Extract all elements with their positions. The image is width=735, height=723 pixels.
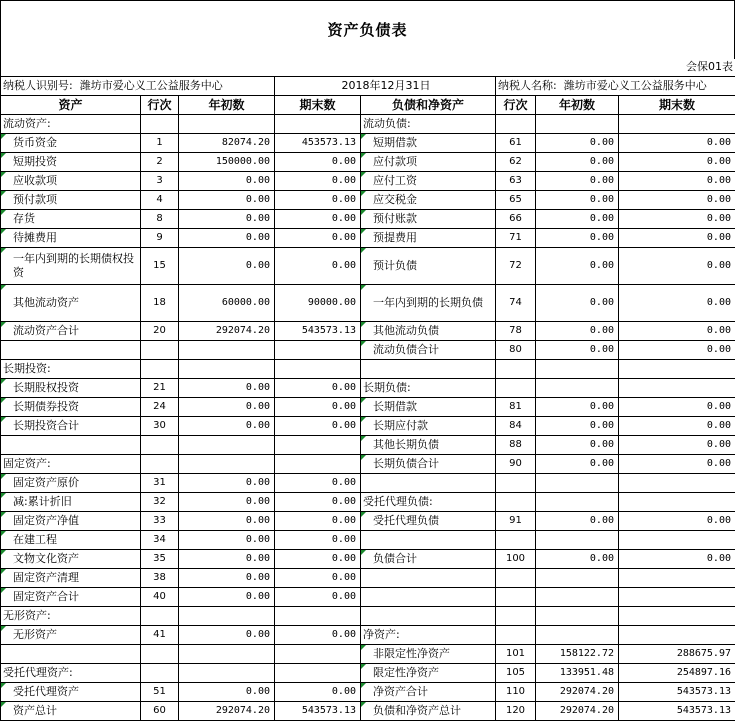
liab-name: 预提费用 [361, 229, 496, 248]
asset-name: 应收款项 [1, 172, 141, 191]
liab-begin [536, 588, 619, 607]
table-row [1, 360, 735, 379]
liab-name: 负债合计 [361, 550, 496, 569]
liab-line [496, 531, 536, 550]
liab-end: 0.00 [619, 191, 735, 210]
liab-end [619, 379, 735, 398]
asset-name: 固定资产净值 [1, 512, 141, 531]
liab-end: 0.00 [619, 285, 735, 322]
liab-end [619, 588, 735, 607]
asset-begin: 0.00 [179, 588, 275, 607]
liab-line: 74 [496, 285, 536, 322]
header-asset-line: 行次 [141, 96, 179, 115]
asset-line [141, 607, 179, 626]
liab-begin: 0.00 [536, 398, 619, 417]
asset-line: 33 [141, 512, 179, 531]
liab-name: 流动负债合计 [361, 341, 496, 360]
asset-name: 待摊费用 [1, 229, 141, 248]
asset-begin: 0.00 [179, 191, 275, 210]
taxpayer-id-value: 潍坊市爱心义工公益服务中心 [79, 79, 223, 92]
asset-begin [179, 455, 275, 474]
asset-end: 0.00 [275, 191, 361, 210]
table-row [1, 474, 735, 493]
asset-name [1, 436, 141, 455]
asset-begin [179, 664, 275, 683]
asset-begin [179, 115, 275, 134]
liab-end: 0.00 [619, 153, 735, 172]
asset-end: 0.00 [275, 172, 361, 191]
table-row [1, 134, 735, 153]
asset-name: 流动资产: [1, 115, 141, 134]
liab-end [619, 474, 735, 493]
liab-name [361, 569, 496, 588]
liab-begin: 0.00 [536, 134, 619, 153]
header-asset-end: 期末数 [275, 96, 361, 115]
table-row [1, 417, 735, 436]
asset-name: 短期投资 [1, 153, 141, 172]
asset-end [275, 115, 361, 134]
liab-line: 81 [496, 398, 536, 417]
asset-name: 资产总计 [1, 702, 141, 721]
asset-name: 一年内到期的长期债权投资 [1, 248, 141, 285]
liab-end: 543573.13 [619, 683, 735, 702]
asset-end: 0.00 [275, 683, 361, 702]
asset-name: 固定资产: [1, 455, 141, 474]
asset-line: 30 [141, 417, 179, 436]
table-row [1, 512, 735, 531]
table-row [1, 285, 735, 322]
asset-end [275, 664, 361, 683]
asset-name: 长期投资合计 [1, 417, 141, 436]
liab-line [496, 626, 536, 645]
asset-line: 38 [141, 569, 179, 588]
asset-begin: 0.00 [179, 248, 275, 285]
asset-name: 长期债券投资 [1, 398, 141, 417]
table-row [1, 493, 735, 512]
liab-begin: 0.00 [536, 229, 619, 248]
taxpayer-name-value: 潍坊市爱心义工公益服务中心 [563, 79, 707, 92]
asset-begin: 0.00 [179, 417, 275, 436]
liab-name: 其他流动负债 [361, 322, 496, 341]
asset-end: 543573.13 [275, 322, 361, 341]
liab-begin [536, 626, 619, 645]
liab-line: 72 [496, 248, 536, 285]
asset-begin: 0.00 [179, 474, 275, 493]
table-row [1, 626, 735, 645]
liab-begin: 0.00 [536, 153, 619, 172]
asset-end: 0.00 [275, 417, 361, 436]
liab-name: 长期应付款 [361, 417, 496, 436]
liab-begin: 0.00 [536, 341, 619, 360]
asset-begin: 292074.20 [179, 702, 275, 721]
liab-line: 120 [496, 702, 536, 721]
liab-line [496, 607, 536, 626]
liab-name: 应付款项 [361, 153, 496, 172]
liab-end [619, 607, 735, 626]
header-liab-end: 期末数 [619, 96, 735, 115]
liab-line: 101 [496, 645, 536, 664]
liab-line: 78 [496, 322, 536, 341]
asset-end [275, 341, 361, 360]
asset-end: 0.00 [275, 626, 361, 645]
liab-end: 254897.16 [619, 664, 735, 683]
table-row [1, 531, 735, 550]
asset-begin: 0.00 [179, 531, 275, 550]
asset-name [1, 341, 141, 360]
liab-line [496, 493, 536, 512]
table-row [1, 664, 735, 683]
asset-begin [179, 436, 275, 455]
asset-line: 4 [141, 191, 179, 210]
asset-name: 存货 [1, 210, 141, 229]
liab-name: 应交税金 [361, 191, 496, 210]
taxpayer-id-label: 纳税人识别号: [3, 79, 73, 92]
asset-begin: 0.00 [179, 210, 275, 229]
asset-line [141, 645, 179, 664]
asset-name: 固定资产合计 [1, 588, 141, 607]
liab-end: 0.00 [619, 512, 735, 531]
asset-end: 90000.00 [275, 285, 361, 322]
liab-name: 一年内到期的长期负债 [361, 285, 496, 322]
liab-begin: 158122.72 [536, 645, 619, 664]
liab-end: 0.00 [619, 550, 735, 569]
liab-line: 66 [496, 210, 536, 229]
liab-begin: 0.00 [536, 248, 619, 285]
liab-name [361, 474, 496, 493]
asset-line: 34 [141, 531, 179, 550]
asset-line: 20 [141, 322, 179, 341]
liab-line: 90 [496, 455, 536, 474]
liab-name: 短期借款 [361, 134, 496, 153]
table-row [1, 398, 735, 417]
table-row [1, 436, 735, 455]
asset-begin [179, 645, 275, 664]
asset-line: 35 [141, 550, 179, 569]
liab-begin: 0.00 [536, 436, 619, 455]
asset-begin [179, 607, 275, 626]
asset-end: 0.00 [275, 550, 361, 569]
asset-name: 受托代理资产: [1, 664, 141, 683]
liab-name: 其他长期负债 [361, 436, 496, 455]
table-row [1, 683, 735, 702]
header-liab: 负债和净资产 [361, 96, 496, 115]
asset-begin: 150000.00 [179, 153, 275, 172]
asset-end: 0.00 [275, 512, 361, 531]
liab-line [496, 379, 536, 398]
table-row [1, 115, 735, 134]
liab-line: 105 [496, 664, 536, 683]
liab-name [361, 588, 496, 607]
asset-begin [179, 341, 275, 360]
liab-begin: 0.00 [536, 285, 619, 322]
liab-line: 88 [496, 436, 536, 455]
liab-name [361, 360, 496, 379]
asset-begin: 0.00 [179, 172, 275, 191]
table-row [1, 455, 735, 474]
taxpayer-name-label: 纳税人名称: [498, 79, 557, 92]
asset-name: 固定资产原价 [1, 474, 141, 493]
liab-end: 0.00 [619, 398, 735, 417]
asset-begin: 0.00 [179, 683, 275, 702]
asset-line: 15 [141, 248, 179, 285]
asset-end: 0.00 [275, 569, 361, 588]
table-body [1, 58, 735, 721]
asset-name: 预付款项 [1, 191, 141, 210]
table-row [1, 379, 735, 398]
table-row [1, 172, 735, 191]
liab-line [496, 360, 536, 379]
asset-name: 减:累计折旧 [1, 493, 141, 512]
asset-end: 0.00 [275, 379, 361, 398]
asset-line [141, 436, 179, 455]
liab-name: 预付账款 [361, 210, 496, 229]
liab-end: 0.00 [619, 172, 735, 191]
table-row [1, 248, 735, 285]
liab-begin [536, 607, 619, 626]
table-row [1, 569, 735, 588]
liab-name: 流动负债: [361, 115, 496, 134]
asset-end: 0.00 [275, 248, 361, 285]
asset-line [141, 115, 179, 134]
asset-begin: 0.00 [179, 229, 275, 248]
liab-name: 应付工资 [361, 172, 496, 191]
asset-begin: 0.00 [179, 512, 275, 531]
asset-begin: 60000.00 [179, 285, 275, 322]
asset-end [275, 607, 361, 626]
asset-end [275, 645, 361, 664]
asset-name: 在建工程 [1, 531, 141, 550]
asset-line: 2 [141, 153, 179, 172]
asset-line: 1 [141, 134, 179, 153]
liab-begin: 0.00 [536, 191, 619, 210]
asset-end [275, 455, 361, 474]
asset-end: 0.00 [275, 210, 361, 229]
asset-line: 60 [141, 702, 179, 721]
asset-name: 其他流动资产 [1, 285, 141, 322]
asset-name: 长期股权投资 [1, 379, 141, 398]
table-row [1, 210, 735, 229]
liab-begin: 0.00 [536, 550, 619, 569]
liab-begin: 0.00 [536, 322, 619, 341]
liab-name: 长期负债: [361, 379, 496, 398]
liab-end: 0.00 [619, 229, 735, 248]
liab-begin: 0.00 [536, 172, 619, 191]
asset-begin: 0.00 [179, 398, 275, 417]
asset-name: 受托代理资产 [1, 683, 141, 702]
taxpayer-id [1, 77, 275, 96]
asset-begin: 0.00 [179, 550, 275, 569]
asset-name: 流动资产合计 [1, 322, 141, 341]
asset-line: 8 [141, 210, 179, 229]
liab-end: 0.00 [619, 134, 735, 153]
liab-begin [536, 493, 619, 512]
table-row [1, 702, 735, 721]
asset-name: 货币资金 [1, 134, 141, 153]
table-row [1, 153, 735, 172]
liab-name: 限定性净资产 [361, 664, 496, 683]
liab-line [496, 474, 536, 493]
liab-end [619, 569, 735, 588]
liab-begin [536, 115, 619, 134]
liab-end: 0.00 [619, 322, 735, 341]
liab-end: 0.00 [619, 248, 735, 285]
liab-begin [536, 379, 619, 398]
asset-begin [179, 360, 275, 379]
liab-line: 84 [496, 417, 536, 436]
liab-end: 0.00 [619, 436, 735, 455]
liab-end: 0.00 [619, 417, 735, 436]
liab-end [619, 626, 735, 645]
asset-end: 0.00 [275, 474, 361, 493]
liab-end: 0.00 [619, 210, 735, 229]
asset-end: 0.00 [275, 588, 361, 607]
report-date: 2018年12月31日 [275, 77, 496, 96]
liab-name: 预计负债 [361, 248, 496, 285]
asset-name: 固定资产清理 [1, 569, 141, 588]
asset-end: 0.00 [275, 531, 361, 550]
liab-name: 净资产: [361, 626, 496, 645]
asset-begin: 82074.20 [179, 134, 275, 153]
asset-line [141, 664, 179, 683]
asset-line [141, 455, 179, 474]
liab-name: 长期负债合计 [361, 455, 496, 474]
liab-begin [536, 474, 619, 493]
liab-begin: 0.00 [536, 455, 619, 474]
liab-line: 62 [496, 153, 536, 172]
header-liab-line: 行次 [496, 96, 536, 115]
liab-name: 受托代理负债 [361, 512, 496, 531]
asset-line: 51 [141, 683, 179, 702]
liab-line [496, 588, 536, 607]
table-row [1, 229, 735, 248]
asset-end: 0.00 [275, 493, 361, 512]
asset-end: 453573.13 [275, 134, 361, 153]
liab-end: 0.00 [619, 455, 735, 474]
liab-begin: 0.00 [536, 512, 619, 531]
liab-begin [536, 569, 619, 588]
asset-line: 24 [141, 398, 179, 417]
asset-end [275, 360, 361, 379]
asset-line: 18 [141, 285, 179, 322]
liab-line: 100 [496, 550, 536, 569]
liab-line: 110 [496, 683, 536, 702]
page-title: 资产负债表 [327, 21, 408, 39]
asset-end: 0.00 [275, 398, 361, 417]
header-liab-begin: 年初数 [536, 96, 619, 115]
liab-line: 71 [496, 229, 536, 248]
liab-end [619, 531, 735, 550]
liab-begin: 292074.20 [536, 683, 619, 702]
liab-begin: 0.00 [536, 417, 619, 436]
asset-name: 长期投资: [1, 360, 141, 379]
asset-name: 无形资产: [1, 607, 141, 626]
liab-end: 288675.97 [619, 645, 735, 664]
liab-name: 受托代理负债: [361, 493, 496, 512]
taxpayer-name [496, 77, 735, 96]
liab-line: 63 [496, 172, 536, 191]
liab-end [619, 360, 735, 379]
liab-end: 0.00 [619, 341, 735, 360]
balance-table [0, 58, 735, 721]
asset-line: 21 [141, 379, 179, 398]
liab-line [496, 569, 536, 588]
liab-begin: 0.00 [536, 210, 619, 229]
liab-begin: 292074.20 [536, 702, 619, 721]
table-row [1, 645, 735, 664]
header-asset-begin: 年初数 [179, 96, 275, 115]
title-row [0, 0, 735, 59]
table-row [1, 191, 735, 210]
asset-begin: 0.00 [179, 379, 275, 398]
liab-name: 净资产合计 [361, 683, 496, 702]
liab-name: 负债和净资产总计 [361, 702, 496, 721]
table-row [1, 607, 735, 626]
asset-line: 31 [141, 474, 179, 493]
table-row [1, 550, 735, 569]
asset-begin: 292074.20 [179, 322, 275, 341]
liab-name: 长期借款 [361, 398, 496, 417]
asset-line: 9 [141, 229, 179, 248]
asset-begin: 0.00 [179, 493, 275, 512]
asset-name: 无形资产 [1, 626, 141, 645]
table-row [1, 588, 735, 607]
liab-line: 65 [496, 191, 536, 210]
asset-begin: 0.00 [179, 569, 275, 588]
asset-line: 32 [141, 493, 179, 512]
liab-name [361, 607, 496, 626]
asset-line: 40 [141, 588, 179, 607]
liab-name: 非限定性净资产 [361, 645, 496, 664]
asset-begin: 0.00 [179, 626, 275, 645]
liab-begin: 133951.48 [536, 664, 619, 683]
liab-begin [536, 360, 619, 379]
table-row [1, 322, 735, 341]
liab-line: 91 [496, 512, 536, 531]
asset-line [141, 341, 179, 360]
liab-end [619, 493, 735, 512]
liab-begin [536, 531, 619, 550]
asset-end: 0.00 [275, 229, 361, 248]
header-asset: 资产 [1, 96, 141, 115]
liab-line [496, 115, 536, 134]
asset-end [275, 436, 361, 455]
form-code: 会保01表 [1, 58, 735, 77]
asset-line: 41 [141, 626, 179, 645]
liab-name [361, 531, 496, 550]
asset-name [1, 645, 141, 664]
liab-line: 61 [496, 134, 536, 153]
asset-line [141, 360, 179, 379]
liab-end: 543573.13 [619, 702, 735, 721]
asset-line: 3 [141, 172, 179, 191]
asset-end: 543573.13 [275, 702, 361, 721]
asset-end: 0.00 [275, 153, 361, 172]
liab-line: 80 [496, 341, 536, 360]
asset-name: 文物文化资产 [1, 550, 141, 569]
liab-end [619, 115, 735, 134]
table-row [1, 341, 735, 360]
